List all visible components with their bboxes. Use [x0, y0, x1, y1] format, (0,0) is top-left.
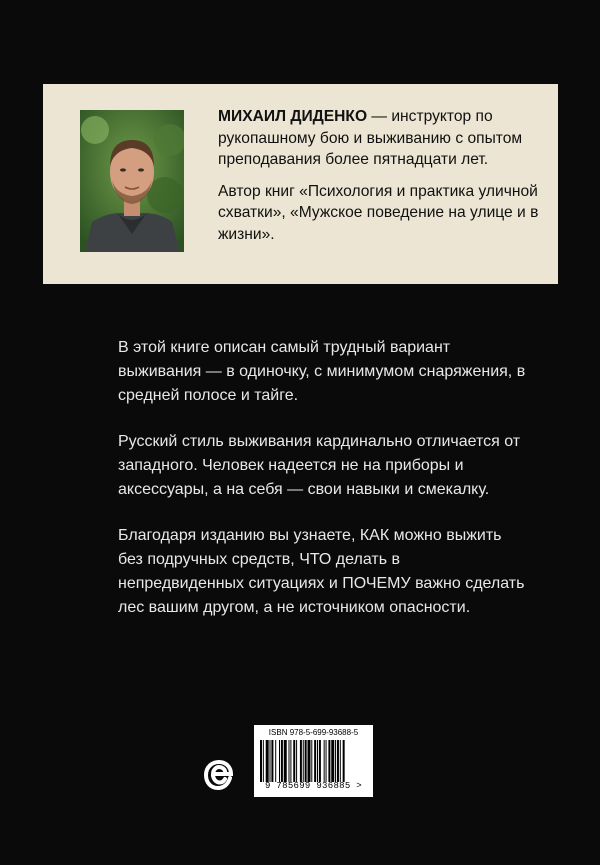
book-blurb: [118, 336, 528, 642]
author-bio: [218, 106, 540, 171]
barcode-bars: [260, 740, 367, 782]
isbn-label: ISBN 978-5-699-93688-5: [268, 728, 359, 737]
barcode-digits: 9 785699 936885 >: [265, 781, 362, 791]
barcode-box: [254, 725, 373, 797]
author-card: [43, 84, 558, 284]
blurb-paragraph-1: В этой книге описан самый трудный вариант выживания — в одиночку, с минимумом снаряжения, в средней полосе и тайге.: [118, 339, 526, 404]
author-bio-text: — инструктор по рукопашному бою и выживанию с опытом преподавания более пятнадцати лет.: [218, 108, 523, 168]
blurb-paragraph-2: Русский стиль выживания кардинально отличается от западного. Человек надеется не на приборы и аксессуары, а на себя — свои навыки и смекалку.: [118, 433, 521, 498]
author-bio-block: [218, 106, 540, 255]
author-books: Автор книг «Психология и практика уличной схватки», «Мужское поведение на улице и в жизни».: [218, 182, 539, 243]
author-name: МИХАИЛ ДИДЕНКО: [218, 108, 368, 125]
publisher-logo-icon: [203, 759, 235, 791]
blurb-paragraph-3: Благодаря изданию вы узнаете, КАК можно выжить без подручных средств, ЧТО делать в непредвиденных ситуациях и ПОЧЕМУ важно сделать лес вашим другом, а не источником опасности.: [118, 527, 525, 616]
author-photo: [80, 110, 184, 252]
